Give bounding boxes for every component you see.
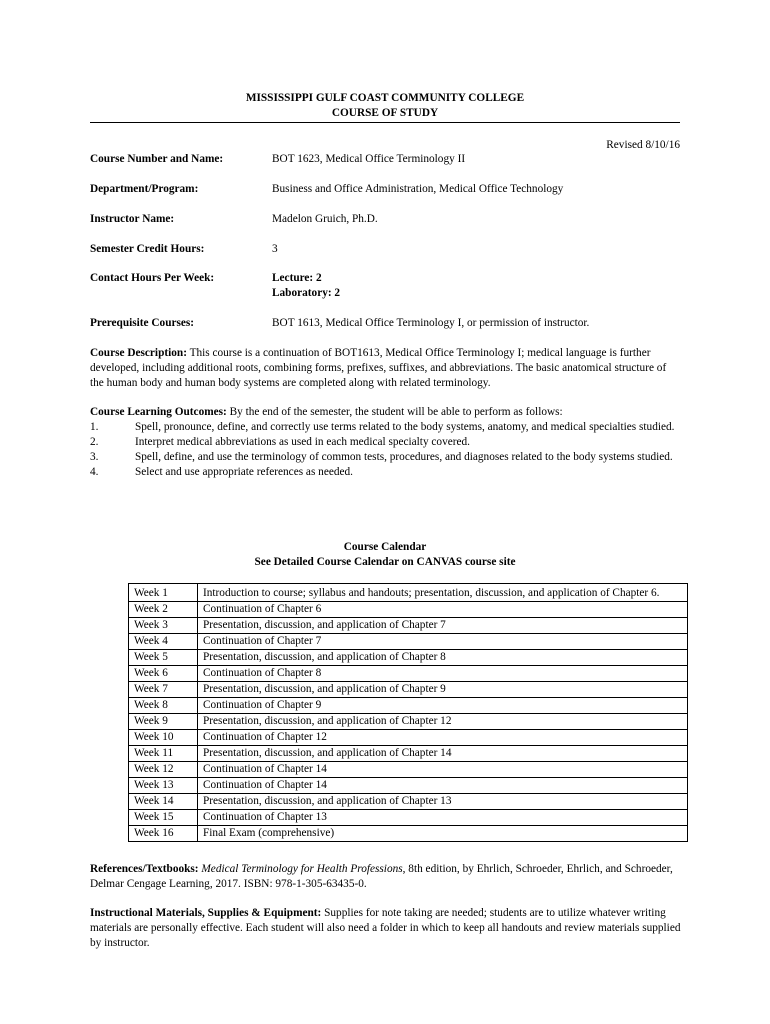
field-label: Prerequisite Courses:	[90, 317, 195, 329]
field-value: BOT 1623, Medical Office Terminology II	[272, 153, 466, 165]
week-cell: Week 14	[129, 794, 198, 810]
topic-cell: Continuation of Chapter 13	[198, 810, 688, 826]
references-section	[90, 862, 682, 892]
topic-cell: Continuation of Chapter 7	[198, 634, 688, 650]
list-item	[90, 450, 682, 465]
table-row	[129, 714, 688, 730]
week-cell: Week 3	[129, 618, 198, 634]
field-value: BOT 1613, Medical Office Terminology I, or permission of instructor.	[272, 317, 590, 329]
topic-cell: Introduction to course; syllabus and handouts; presentation, discussion, and application of Chapter 6.	[198, 584, 688, 602]
week-cell: Week 2	[129, 602, 198, 618]
lecture-hours: Lecture: 2	[272, 272, 322, 284]
list-item	[90, 465, 682, 480]
table-row	[129, 666, 688, 682]
topic-cell: Presentation, discussion, and application of Chapter 8	[198, 650, 688, 666]
list-item	[90, 420, 682, 435]
topic-cell: Presentation, discussion, and application of Chapter 14	[198, 746, 688, 762]
field-label: Department/Program:	[90, 183, 199, 195]
document-header	[90, 91, 680, 121]
table-row	[129, 618, 688, 634]
description-label: Course Description:	[90, 347, 187, 359]
field-label: Instructor Name:	[90, 213, 175, 225]
materials-section	[90, 906, 682, 951]
outcomes-intro: By the end of the semester, the student will be able to perform as follows:	[226, 406, 563, 418]
table-row	[129, 810, 688, 826]
item-text: Interpret medical abbreviations as used in each medical specialty covered.	[135, 436, 470, 448]
table-row	[129, 826, 688, 842]
week-cell: Week 11	[129, 746, 198, 762]
references-label: References/Textbooks:	[90, 863, 199, 875]
table-row	[129, 794, 688, 810]
table-row	[129, 650, 688, 666]
week-cell: Week 4	[129, 634, 198, 650]
description-text: This course is a continuation of BOT1613, Medical Office Terminology I; medical language is further developed, including additional roots, combining forms, prefixes, suffixes, and abbreviations. The basic anatomical structure of the human body and human body systems are completed along with related terminology.	[90, 347, 667, 389]
references-text: , 8th edition, by Ehrlich, Schroeder, Ehrlich, and Schroeder, Delmar Cengage Learning, 2017. ISBN: 978-1-305-63435-0.	[90, 863, 673, 890]
field-label: Course Number and Name:	[90, 153, 224, 165]
week-cell: Week 7	[129, 682, 198, 698]
week-cell: Week 13	[129, 778, 198, 794]
calendar-title: Course Calendar	[343, 541, 427, 553]
week-cell: Week 6	[129, 666, 198, 682]
revision-date: Revised 8/10/16	[606, 139, 680, 151]
topic-cell: Continuation of Chapter 8	[198, 666, 688, 682]
topic-cell: Continuation of Chapter 12	[198, 730, 688, 746]
topic-cell: Final Exam (comprehensive)	[198, 826, 688, 842]
outcomes-list	[90, 420, 682, 480]
topic-cell: Continuation of Chapter 6	[198, 602, 688, 618]
calendar-heading	[90, 540, 680, 570]
topic-cell: Continuation of Chapter 14	[198, 762, 688, 778]
item-number: 2.	[90, 436, 99, 448]
list-item	[90, 435, 682, 450]
topic-cell: Continuation of Chapter 9	[198, 698, 688, 714]
item-number: 4.	[90, 466, 99, 478]
table-row	[129, 602, 688, 618]
textbook-title: Medical Terminology for Health Professions	[201, 863, 403, 875]
course-calendar-table	[128, 583, 688, 842]
week-cell: Week 1	[129, 584, 198, 602]
table-row	[129, 634, 688, 650]
topic-cell: Continuation of Chapter 14	[198, 778, 688, 794]
laboratory-hours: Laboratory: 2	[272, 287, 341, 299]
document-title: COURSE OF STUDY	[331, 107, 439, 119]
item-number: 1.	[90, 421, 99, 433]
table-row	[129, 682, 688, 698]
table-row	[129, 762, 688, 778]
learning-outcomes	[90, 405, 682, 480]
week-cell: Week 8	[129, 698, 198, 714]
field-value: Business and Office Administration, Medical Office Technology	[272, 183, 564, 195]
item-number: 3.	[90, 451, 99, 463]
topic-cell: Presentation, discussion, and application of Chapter 12	[198, 714, 688, 730]
item-text: Select and use appropriate references as needed.	[135, 466, 353, 478]
item-text: Spell, pronounce, define, and correctly use terms related to the body systems, anatomy, and medical specialties studied.	[135, 421, 675, 433]
college-name: MISSISSIPPI GULF COAST COMMUNITY COLLEGE	[245, 92, 525, 104]
calendar-subtitle: See Detailed Course Calendar on CANVAS course site	[254, 556, 516, 568]
field-label: Semester Credit Hours:	[90, 243, 205, 255]
materials-label: Instructional Materials, Supplies & Equipment:	[90, 907, 322, 919]
table-row	[129, 698, 688, 714]
field-value: 3	[272, 243, 278, 255]
outcomes-label: Course Learning Outcomes:	[90, 406, 227, 418]
item-text: Spell, define, and use the terminology of common tests, procedures, and diagnoses related to the body systems studied.	[135, 451, 673, 463]
week-cell: Week 9	[129, 714, 198, 730]
topic-cell: Presentation, discussion, and application of Chapter 13	[198, 794, 688, 810]
table-row	[129, 778, 688, 794]
week-cell: Week 12	[129, 762, 198, 778]
materials-text: Supplies for note taking are needed; students are to utilize whatever writing materials are personally effective. Each student will also need a folder in which to keep all handouts and review materials supplied by instructor.	[90, 907, 681, 949]
week-cell: Week 5	[129, 650, 198, 666]
topic-cell: Presentation, discussion, and application of Chapter 9	[198, 682, 688, 698]
outcomes-intro-line	[90, 405, 682, 420]
course-description	[90, 346, 682, 391]
table-row	[129, 730, 688, 746]
topic-cell: Presentation, discussion, and application of Chapter 7	[198, 618, 688, 634]
week-cell: Week 15	[129, 810, 198, 826]
table-row	[129, 746, 688, 762]
header-divider	[90, 122, 680, 123]
week-cell: Week 16	[129, 826, 198, 842]
field-label: Contact Hours Per Week:	[90, 272, 215, 284]
field-value: Madelon Gruich, Ph.D.	[272, 213, 378, 225]
table-row	[129, 584, 688, 602]
week-cell: Week 10	[129, 730, 198, 746]
